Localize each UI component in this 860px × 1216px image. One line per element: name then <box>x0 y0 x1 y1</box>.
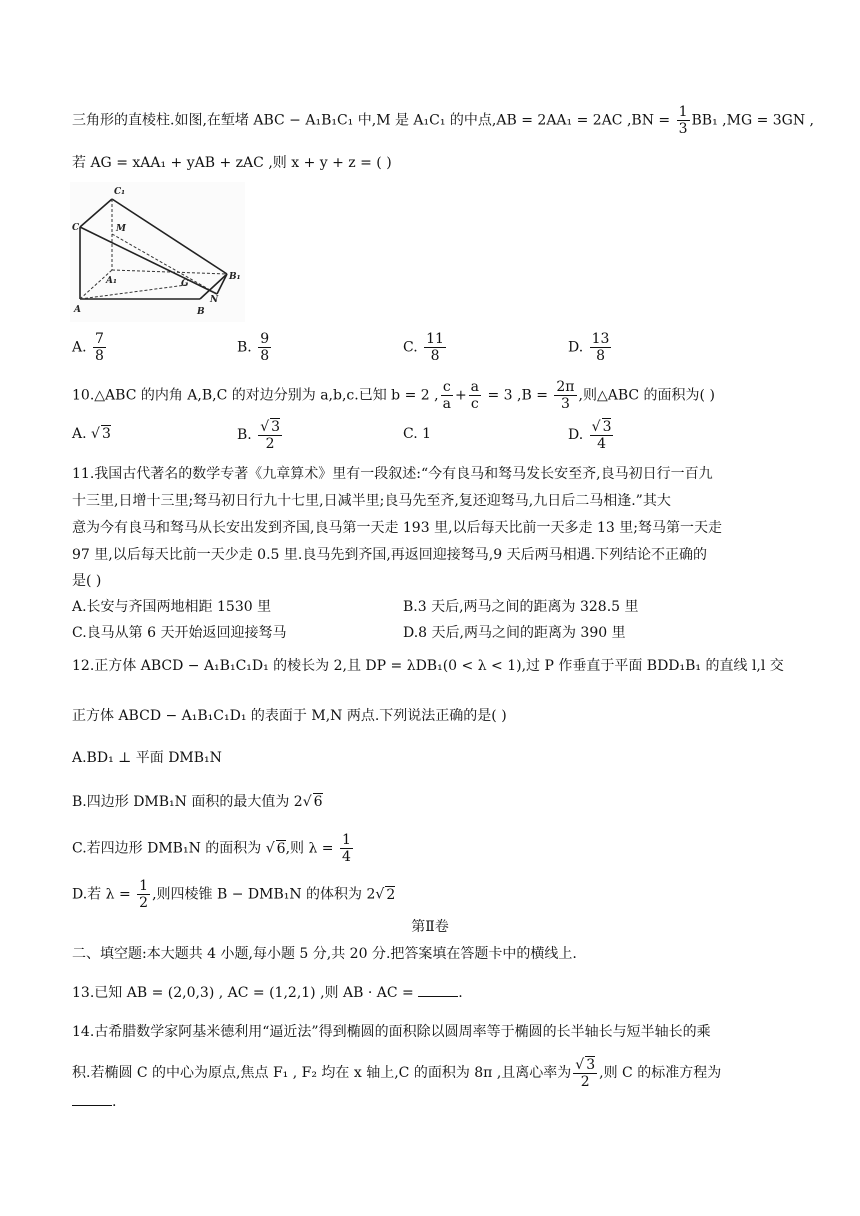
q10-option-c[interactable]: C. 1 <box>403 426 432 442</box>
q9-line1: 三角形的直棱柱.如图,在堑堵 ABC − A₁B₁C₁ 中,M 是 A₁C₁ 的中点,AB = 2AA₁ = 2AC ,BN = $\frac{1}{3}$ BB₁ ,MG = 3GN , <box>72 104 814 137</box>
q11-line-4: 97 里,以后每天比前一天少走 0.5 里.良马先到齐国,再返回迎接驽马,9 天后两马相遇.下列结论不正确的 <box>72 547 708 563</box>
label-c1: C₁ <box>114 187 126 197</box>
q9-option-b[interactable]: B. $\frac{9}{8}$ <box>237 331 270 364</box>
q10-option-a[interactable]: A. √ 3 <box>72 426 111 442</box>
q12-option-c[interactable]: C.若四边形 DMB₁N 的面积为 √ 6,则 λ = $\frac{1}{4}$ <box>72 832 351 865</box>
q14-line-2: 积.若椭圆 C 的中心为原点,焦点 F₁ , F₂ 均在 x 轴上,C 的面积为 8π ,且离心率为 $\frac{√ 3}{2}$ ,则 C 的标准方程为 <box>72 1057 722 1090</box>
q9-option-c[interactable]: C. $\frac{11}{8}$ <box>403 331 444 364</box>
label-g: G <box>181 279 189 289</box>
q11-option-d[interactable]: D.8 天后,两马之间的距离为 390 里 <box>403 625 626 641</box>
q11-line-1: 11.我国古代著名的数学专著《九章算术》里有一段叙述:“今有良马和驽马发长安至齐,良马初日行一百九 <box>72 466 713 482</box>
section-heading: 二、填空题:本大题共 4 小题,每小题 5 分,共 20 分.把答案填在答题卡中的横线上. <box>72 946 577 962</box>
q12-option-b[interactable]: B.四边形 DMB₁N 面积的最大值为 2√ 6 <box>72 794 323 810</box>
prism-figure <box>70 182 245 322</box>
q11-line-3: 意为今有良马和驽马从长安出发到齐国,良马第一天走 193 里,以后每天比前一天多走 13 里;驽马第一天走 <box>72 520 722 536</box>
q12-line-2: 正方体 ABCD − A₁B₁C₁D₁ 的表面于 M,N 两点.下列说法正确的是( ) <box>72 708 507 724</box>
q9-line2: 若 AG = xAA₁ + yAB + zAC ,则 x + y + z = ( ) <box>72 155 392 171</box>
section-title: 第Ⅱ卷 <box>411 919 449 935</box>
q13-answer-blank[interactable] <box>418 996 458 997</box>
q12-line-1: 12.正方体 ABCD − A₁B₁C₁D₁ 的棱长为 2,且 DP = λDB₁(0 < λ < 1),过 P 作垂直于平面 BDD₁B₁ 的直线 l,l 交 <box>72 658 784 674</box>
label-b: B <box>197 307 205 317</box>
label-a: A <box>74 305 81 315</box>
q14-answer-blank[interactable] <box>72 1105 112 1106</box>
q11-option-c[interactable]: C.良马从第 6 天开始返回迎接驽马 <box>72 625 287 641</box>
label-n: N <box>210 295 219 305</box>
q11-option-a[interactable]: A.长安与齐国两地相距 1530 里 <box>72 599 272 615</box>
q11-line-5: 是( ) <box>72 573 102 589</box>
q12-option-d[interactable]: D.若 λ = $\frac{1}{2}$ ,则四棱锥 B − DMB₁N 的体积为 2√ 2 <box>72 878 396 911</box>
label-b1: B₁ <box>229 272 241 282</box>
q14-line-1: 14.古希腊数学家阿基米德利用“逼近法”得到椭圆的面积除以圆周率等于椭圆的长半轴长与短半轴长的乘 <box>72 1024 711 1040</box>
label-a1: A₁ <box>106 276 117 286</box>
label-c: C <box>72 223 80 233</box>
q14-line-3: . <box>72 1092 116 1112</box>
q11-option-b[interactable]: B.3 天后,两马之间的距离为 328.5 里 <box>403 599 639 615</box>
q10-stem: 10.△ABC 的内角 A,B,C 的对边分别为 a,b,c.已知 b = 2 , $\frac{c}{a}$ + $\frac{a}{c}$ = 3 ,B = $\frac{2\pi}{3}$ ,则△ABC 的面积为( ) <box>72 379 715 412</box>
q13-line: 13.已知 AB = (2,0,3) , AC = (1,2,1) ,则 AB · AC = . <box>72 985 463 1001</box>
q9-option-a[interactable]: A. $\frac{7}{8}$ <box>72 331 104 364</box>
label-m: M <box>116 224 126 234</box>
q9-fraction: $\frac{1}{3}$ <box>678 104 688 137</box>
q10-option-b[interactable]: B. $\frac{√ 3}{2}$ <box>237 419 281 452</box>
q10-option-d[interactable]: D. $\frac{√ 3}{4}$ <box>568 419 612 452</box>
q11-line-2: 十三里,日增十三里;驽马初日行九十七里,日减半里;良马先至齐,复还迎驽马,九日后二马相逢.”其大 <box>72 493 671 509</box>
q9-option-d[interactable]: D. $\frac{13}{8}$ <box>568 331 610 364</box>
q12-option-a[interactable]: A.BD₁ ⊥ 平面 DMB₁N <box>72 750 222 766</box>
